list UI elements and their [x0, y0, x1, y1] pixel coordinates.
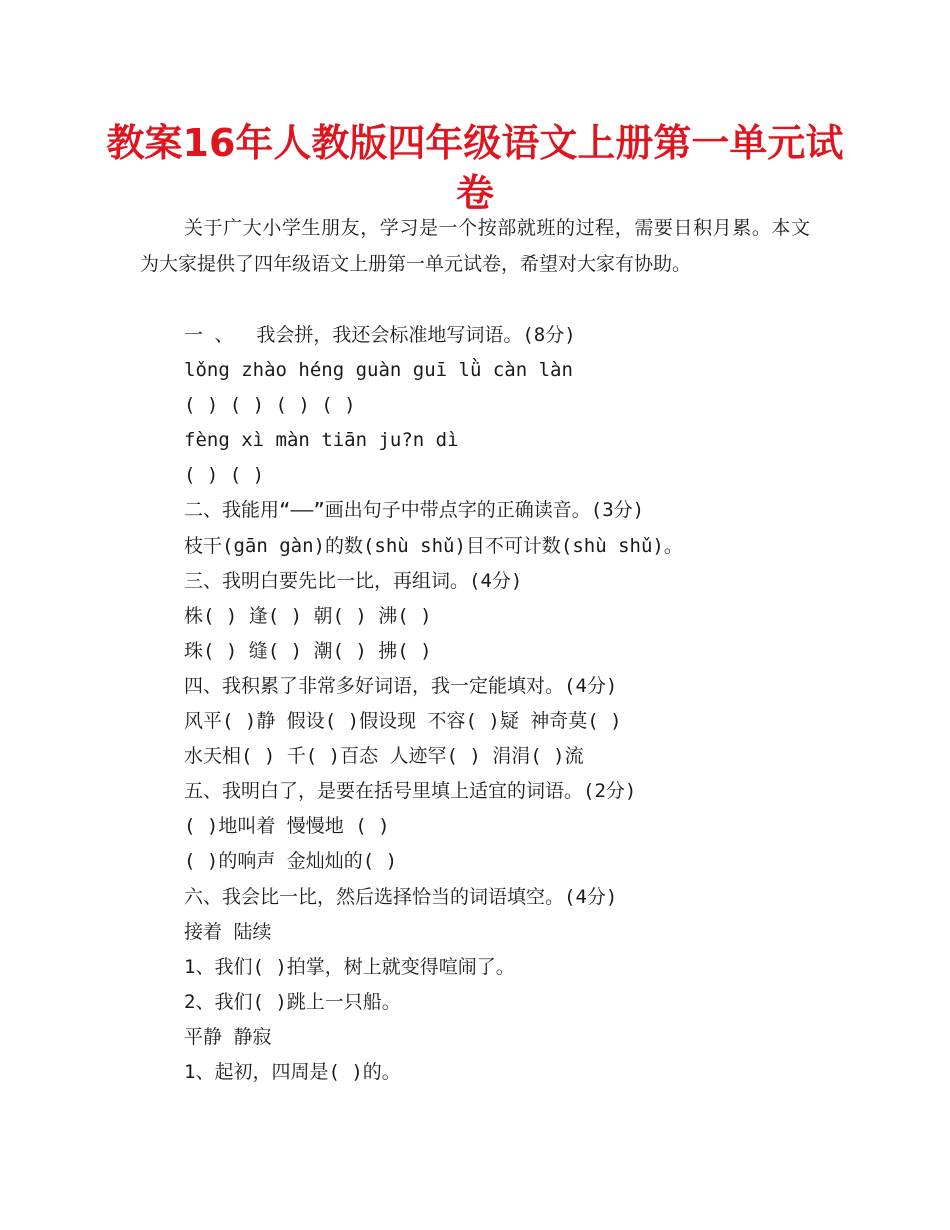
word-choice-2: 平静 静寂	[184, 1025, 272, 1048]
section-2-heading: 二、我能用“——”画出句子中带点字的正确读音。(3分)	[184, 499, 645, 522]
word-choice-1: 接着 陆续	[184, 920, 272, 943]
intro-paragraph: 关于广大小学生朋友，学习是一个按部就班的过程，需要日积月累。本文为大家提供了四年级语文上册第一单元试卷，希望对大家有协助。	[140, 217, 810, 275]
section-5-heading: 五、我明白了，是要在括号里填上适宜的词语。(2分)	[184, 780, 637, 803]
pinyin-line-2: fèng xì màn tiān ju?n dì	[184, 429, 459, 452]
section-5-row-1: ( )地叫着 慢慢地 ( )	[184, 815, 390, 838]
section-1-heading: 一 、 我会拼，我还会标准地写词语。(8分)	[184, 324, 576, 346]
blank-line-2: ( ) ( )	[184, 464, 265, 487]
document-title: 教案16年人教版四年级语文上册第一单元试卷	[106, 121, 844, 215]
section-6-item-1: 1、我们( )拍掌，树上就变得喧闹了。	[184, 955, 515, 978]
section-4-heading: 四、我积累了非常多好词语，我一定能填对。(4分)	[184, 674, 618, 697]
section-6-item-3: 1、起初，四周是( )的。	[184, 1060, 401, 1083]
exercise-lines	[184, 318, 824, 1090]
section-2-sentence: 枝干(gān gàn)的数(shù shǔ)目不可计数(shù shǔ)。	[184, 534, 683, 557]
section-4-row-2: 水天相( ) 千( )百态 人迹罕( ) 涓涓( )流	[184, 745, 584, 768]
section-5-row-2: ( )的响声 金灿灿的( )	[184, 850, 398, 873]
section-4-row-1: 风平( )静 假设( )假设现 不容( )疑 神奇莫( )	[184, 710, 622, 733]
section-6-item-2: 2、我们( )跳上一只船。	[184, 990, 401, 1013]
blank-line-1: ( ) ( ) ( ) ( )	[184, 394, 356, 417]
section-3-row-1: 株( ) 逢( ) 朝( ) 沸( )	[184, 604, 432, 627]
section-6-heading: 六、我会比一比，然后选择恰当的词语填空。(4分)	[184, 885, 618, 908]
section-3-heading: 三、我明白要先比一比，再组词。(4分)	[184, 569, 523, 592]
pinyin-line-1: lǒng zhào héng guàn guī lǜ càn làn	[184, 359, 573, 382]
section-3-row-2: 珠( ) 缝( ) 潮( ) 拂( )	[184, 639, 432, 662]
